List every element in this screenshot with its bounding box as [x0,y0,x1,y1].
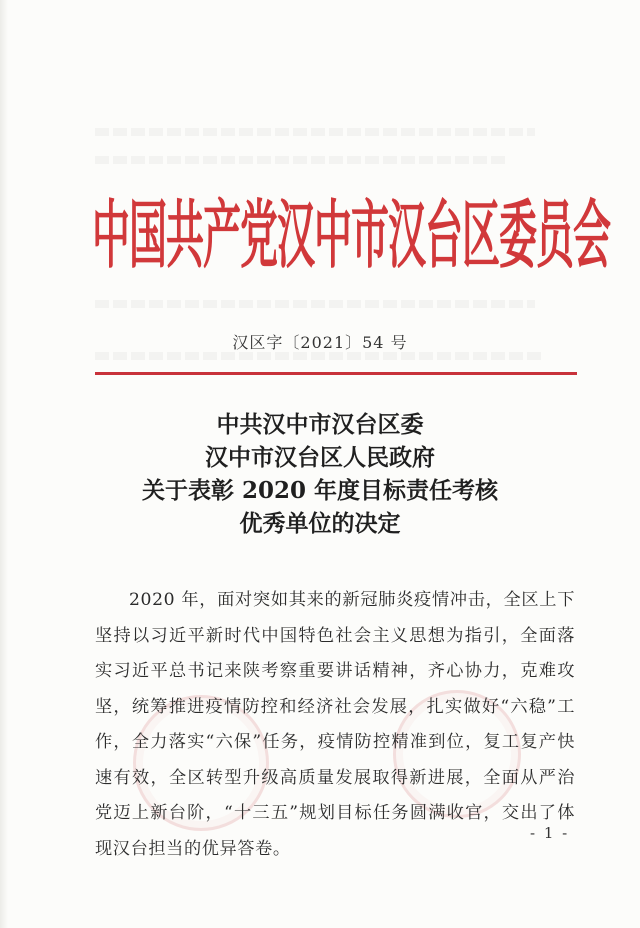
title-line: 关于表彰 2020 年度目标责任考核 [141,477,499,504]
bleed-through-line [95,156,505,164]
document-number: 汉区字〔2021〕54 号 [232,333,408,352]
title-line: 中共汉中市汉台区委 [216,411,424,438]
red-divider-rule [95,372,577,375]
page-number: - 1 - [530,824,570,842]
bleed-through-line [95,128,535,136]
bleed-through-line [95,352,545,360]
body-paragraph: 2020 年，面对突如其来的新冠肺炎疫情冲击，全区上下坚持以习近平新时代中国特色社会主义思想为指引，全面落实习近平总书记来陕考察重要讲话精神，齐心协力，克难攻坚，统筹推进疫情防控和经济社会发展，扎实做好“六稳”工作，全力落实“六保”任务，疫情防控精准到位，复工复产快速有效，全区转型升级高质量发展取得新进展，全面从严治党迈上新台阶，“十三五”规划目标任务圆满收官，交出了体现汉台担当的优异答卷。 [95,590,575,859]
bleed-through-line [95,300,535,308]
document-title [0,408,640,540]
title-line: 汉中市汉台区人民政府 [205,444,435,471]
issuing-authority-header: 中国共产党汉中市汉台区委员会 [92,192,611,278]
title-line: 优秀单位的决定 [239,510,401,537]
